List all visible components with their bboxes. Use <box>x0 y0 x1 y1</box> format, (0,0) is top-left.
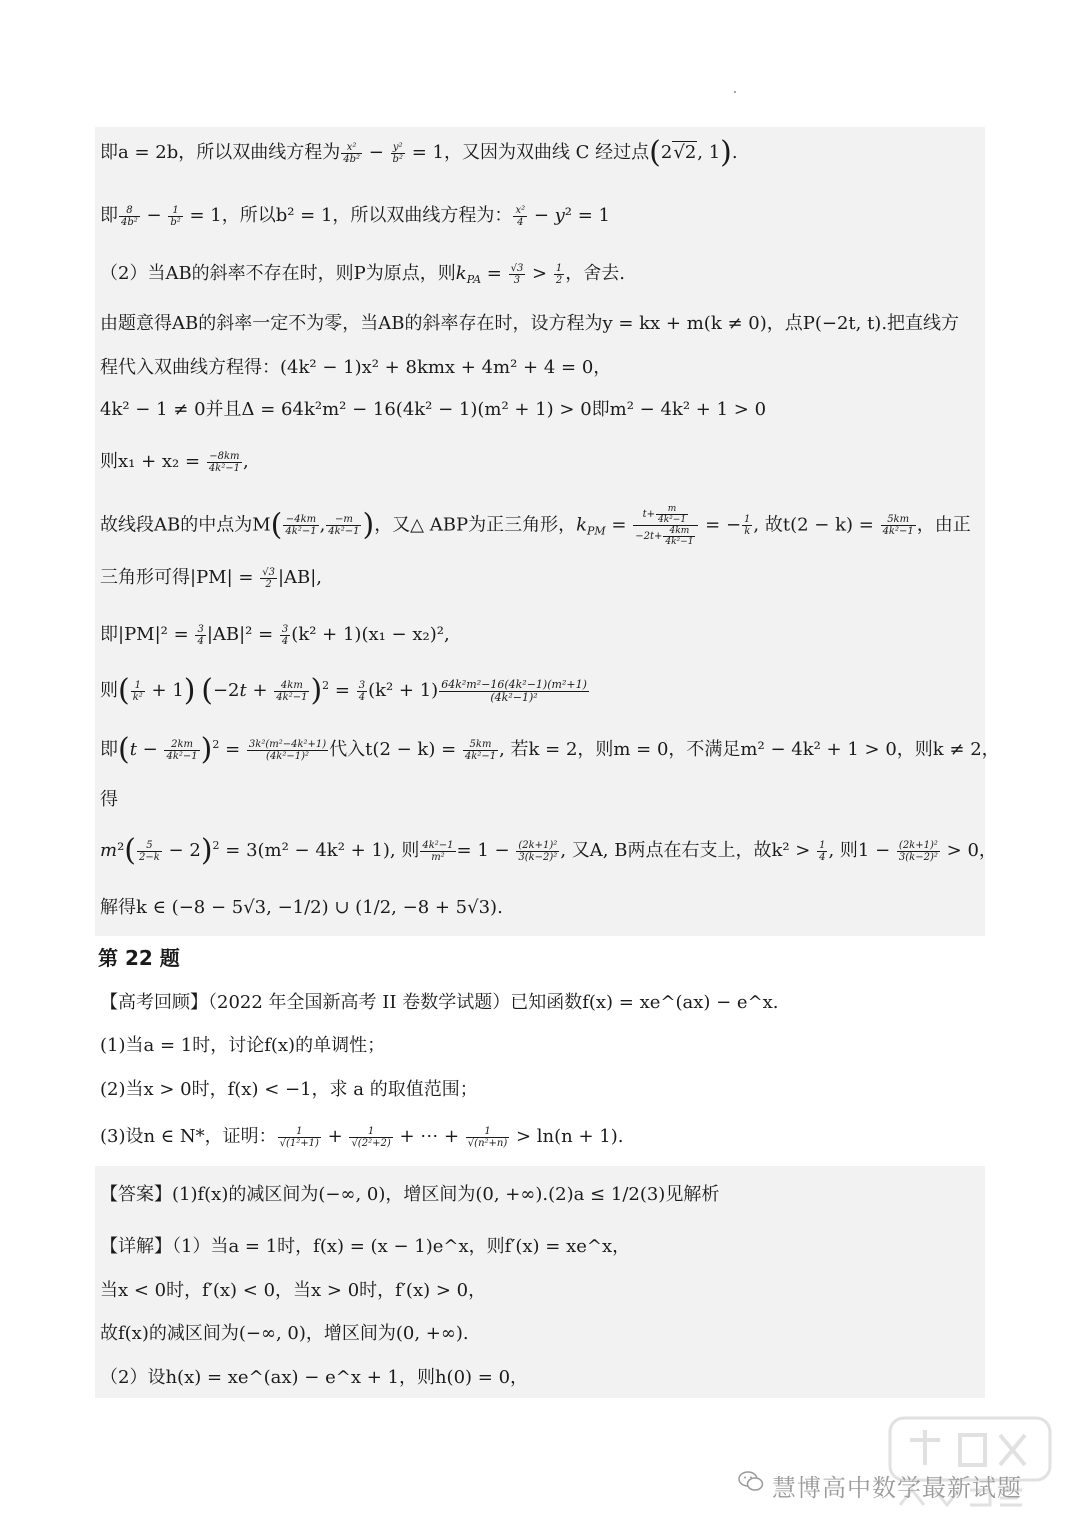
solution-line-2: 即 $\frac{8}{\text{4b²}}$ − $\frac{1}{\text{b²}}$ = 1，所以b² = 1，所以双曲线方程为： $\frac{\text{x²}}{4}$ − y² = 1 <box>100 204 610 228</box>
solution-line-12: 即(t − $\frac{2km}{\text{4k²−1}}$ )$^2$ = $\frac{\text{3k²(m²−4k²+1)}}{\text{(4k²−1)²}}$ 代入t(2 − k) = $\frac{5km}{\text{4k²−1}}$ , 若k = 2，则m = 0，不满足m² − 4k² + 1 > 0，则k ≠ 2， <box>100 732 1000 767</box>
problem-part-1: (1)当a = 1时，讨论f(x)的单调性； <box>100 1035 386 1056</box>
solution-line-13: 得 <box>100 789 118 810</box>
solution-line-1: 即a = 2b，所以双曲线方程为 $\frac{\text{x²}}{\text{4b²}}$ − $\frac{\text{y²}}{\text{b²}}$ = 1，又因为双曲线 C 经过点(2√2, 1). <box>100 135 738 170</box>
solution-line-5: 程代入双曲线方程得：(4k² − 1)x² + 8kmx + 4m² + 4 = 0， <box>100 357 612 378</box>
brand-logo <box>880 1410 1060 1520</box>
problem-part-3: (3)设n ∈ N*，证明： $\frac{1}{\text{√(1²+1)}}$ + $\frac{1}{\text{√(2²+2)}}$ + ⋯ + $\frac{1}{\text{√(n²+n)}}$ > ln(n + 1). <box>100 1125 624 1149</box>
problem-intro: 【高考回顾】（2022 年全国新高考 II 卷数学试题）已知函数f(x) = xe^(ax) − e^x. <box>100 992 779 1013</box>
problem-part-2: (2)当x > 0时，f(x) < −1，求 a 的取值范围； <box>100 1079 478 1100</box>
solution-line-14: m²( $\frac{5}{2-k}$ − 2)$^2$ = 3(m² − 4k² + 1), 则 $\frac{\text{4k²−1}}{\text{m²}}$ = 1 − $\frac{\text{(2k+1)²}}{\text{3(k−2)²}}$ , 又A, B两点在右支上，故k² > $\frac{1}{4}$ , 则1 − $\frac{\text{(2k+1)²}}{\text{3(k−2)²}}$ > 0， <box>100 833 997 868</box>
solution-line-15: 解得k ∈ (−8 − 5√3, −1/2) ∪ (1/2, −8 + 5√3). <box>100 897 503 918</box>
detail-line-4: （2）设h(x) = xe^(ax) − e^x + 1，则h(0) = 0， <box>100 1367 529 1388</box>
wechat-icon <box>738 1470 764 1492</box>
answer-line: 【答案】(1)f(x)的减区间为(−∞, 0)，增区间为(0, +∞).(2)a ≤ 1/2(3)见解析 <box>100 1184 720 1205</box>
detail-line-3: 故f(x)的减区间为(−∞, 0)，增区间为(0, +∞). <box>100 1323 469 1344</box>
detail-line-1: 【详解】（1）当a = 1时，f(x) = (x − 1)e^x，则f′(x) = xe^x， <box>100 1236 631 1257</box>
solution-line-3: （2）当AB的斜率不存在时，则P为原点，则$k_{PA}$ = $\frac{√3}{3}$ > $\frac{1}{2}$ ，舍去. <box>100 262 625 286</box>
solution-line-9: 三角形可得|PM| = $\frac{√3}{2}$ |AB|, <box>100 566 323 590</box>
solution-line-4: 由题意得AB的斜率一定不为零，当AB的斜率存在时，设方程为y = kx + m(k ≠ 0)，点P(−2t, t).把直线方 <box>100 313 960 334</box>
solution-line-7: 则x₁ + x₂ = $\frac{-8km}{\text{4k²−1}}$ , <box>100 450 249 474</box>
watermark-text: 慧博高中数学最新试题 <box>772 1474 1022 1502</box>
solution-line-8: 故线段AB的中点为M( $\frac{-4km}{\text{4k²−1}}$ , $\frac{-m}{\text{4k²−1}}$ )，又△ ABP为正三角形，$k_{PM}$ = t+ $\frac{m}{\text{4k²−1}}$ −2t+ $\frac{4km}{\text{4k²−1}}$ = − $\frac{1}{k}$ , 故t(2 − k) = $\frac{5km}{\text{4k²−1}}$ ，由正 <box>100 504 971 547</box>
solution-line-6: 4k² − 1 ≠ 0并且Δ = 64k²m² − 16(4k² − 1)(m² + 1) > 0即m² − 4k² + 1 > 0 <box>100 399 767 420</box>
stray-dot <box>734 91 736 93</box>
solution-line-11: 则( $\frac{1}{\text{k²}}$ + 1) (−2t + $\frac{4km}{\text{4k²−1}}$ )$^2$ = $\frac{3}{4}$ (k² + 1) $\frac{\text{64k²m²−16(4k²−1)(m²+1)}}{\text{(4k²−1)²}}$ <box>100 673 587 708</box>
question-heading: 第 22 题 <box>98 946 180 970</box>
solution-line-10: 即|PM|² = $\frac{3}{4}$ |AB|² = $\frac{3}{4}$ (k² + 1)(x₁ − x₂)², <box>100 623 450 647</box>
detail-line-2: 当x < 0时，f′(x) < 0，当x > 0时，f′(x) > 0， <box>100 1280 487 1301</box>
